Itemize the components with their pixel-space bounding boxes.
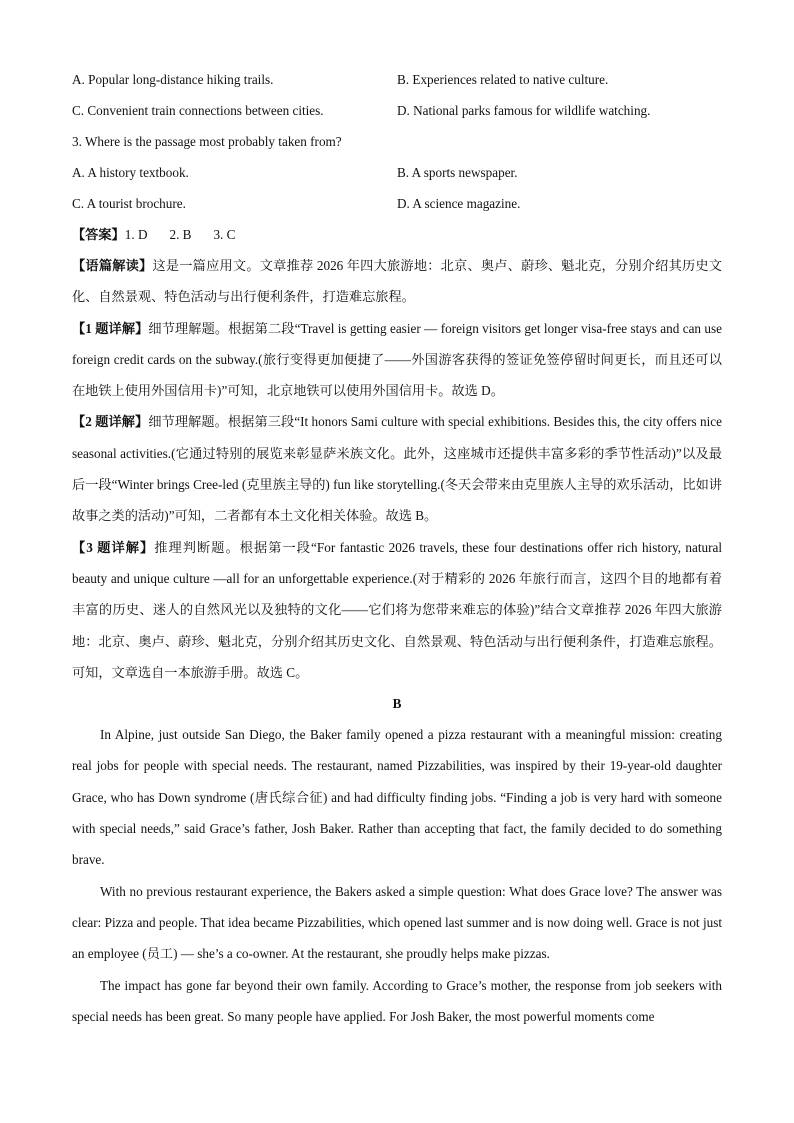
q3-option-b: B. A sports newspaper. [397, 164, 518, 180]
detail-q2 [72, 406, 722, 531]
answer-3: 3. C [213, 227, 236, 242]
answer-2: 2. B [169, 227, 192, 242]
answer-1: 1. D [124, 227, 148, 242]
discourse-analysis [72, 250, 722, 313]
q2-option-a: A. Popular long-distance hiking trails. [72, 71, 274, 87]
q2-option-d: D. National parks famous for wildlife watching. [397, 102, 651, 118]
detail-q2-text: 细节理解题。根据第三段“It honors Sami culture with special exhibitions. Besides this, the city offers nice seasonal activities.(它通过特别的展览来彰显萨米族文化。此外，这座城市还提供丰富多彩的季节性活动)”以及最后一段“Winter brings Cree-led (克里族主导的) fun like storytelling.(冬天会带来由克里族人主导的欢乐活动，比如讲故事之类的活动)”可知，二者都有本土文化相关体验。故选 B。 [72, 414, 723, 524]
q3-options-row-2 [72, 188, 722, 219]
detail-q3-tag: 【3 题详解】 [72, 539, 155, 555]
detail-q3-text: 推理判断题。根据第一段“For fantastic 2026 travels, these four destinations offer rich history, natural beauty and unique culture —all for an unforgettable experience.(对于精彩的 2026 年旅行而言，这四个目的地都有着丰富的历史、迷人的自然风光以及独特的文化——它们将为您带来难忘的体验)”结合文章推荐 2026 年四大旅游地：北京、奥卢、蔚珍、魁北克，分别介绍其历史文化、自然景观、特色活动与出行便利条件，打造难忘旅程。可知，文章选自一本旅游手册。故选 C。 [72, 539, 722, 680]
section-b-paragraph-3: The impact has gone far beyond their own family. According to Grace’s mother, the response from job seekers with special needs has been great. So many people have applied. For Josh Baker, the most powerful moments come [72, 977, 722, 1024]
detail-q1 [72, 313, 722, 407]
q2-option-b: B. Experiences related to native culture. [397, 71, 609, 87]
q3-options-row-1 [72, 157, 722, 188]
q2-options-row-1 [72, 64, 722, 95]
analysis-text: 这是一篇应用文。文章推荐 2026 年四大旅游地：北京、奥卢、蔚珍、魁北克，分别介绍其历史文化、自然景观、特色活动与出行便利条件，打造难忘旅程。 [72, 258, 722, 305]
q3-option-c: C. A tourist brochure. [72, 195, 186, 211]
q2-options-row-2 [72, 95, 722, 126]
section-b-paragraph-2: With no previous restaurant experience, the Bakers asked a simple question: What does Grace love? The answer was clear: Pizza and people. That idea became Pizzabilities, which opened last summer and is now doing well. Grace is not just an employee (员工) — she’s a co-owner. At the restaurant, she proudly helps make pizzas. [72, 883, 722, 962]
document-page [72, 64, 722, 1032]
q2-option-c: C. Convenient train connections between cities. [72, 102, 324, 118]
q3-option-d: D. A science magazine. [397, 195, 521, 211]
detail-q1-text: 细节理解题。根据第二段“Travel is getting easier — foreign visitors get longer visa-free stays and can use foreign credit cards on the subway.(旅行变得更加便捷了——外国游客获得的签证免签停留时间更长，而且还可以在地铁上使用外国信用卡)”可知，北京地铁可以使用外国信用卡。故选 D。 [72, 320, 722, 399]
q3-stem: 3. Where is the passage most probably taken from? [72, 134, 342, 149]
q3-option-a: A. A history textbook. [72, 164, 189, 180]
section-b-title: B [392, 696, 402, 712]
detail-q3 [72, 532, 722, 688]
detail-q2-tag: 【2 题详解】 [72, 414, 149, 430]
answer-line [72, 219, 722, 250]
answer-tag: 【答案】 [72, 227, 125, 242]
analysis-tag: 【语篇解读】 [72, 258, 153, 273]
section-b-paragraph-1: In Alpine, just outside San Diego, the Baker family opened a pizza restaurant with a meaningful mission: creating real jobs for people with special needs. The restaurant, named Pizzabilities, was inspired by their 19-year-old daughter Grace, who has Down syndrome (唐氏综合征) and had difficulty finding jobs. “Finding a job is very hard with someone with special needs,” said Grace’s father, Josh Baker. Rather than accepting that fact, the family decided to do something brave. [72, 727, 722, 868]
detail-q1-tag: 【1 题详解】 [72, 320, 149, 336]
